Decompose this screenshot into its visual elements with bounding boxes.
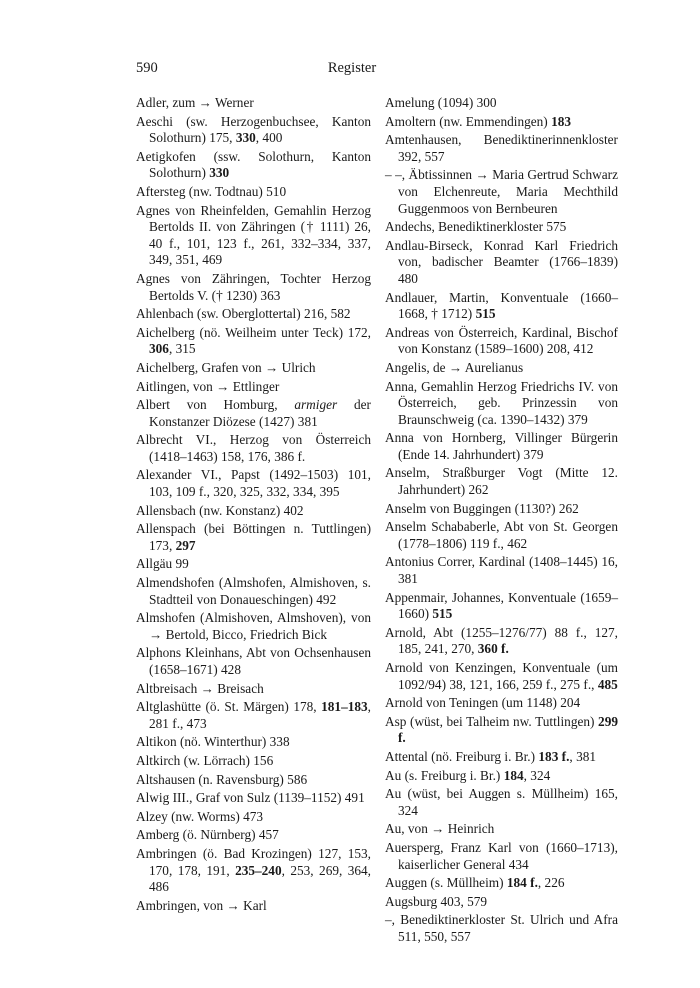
index-entry xyxy=(136,149,371,182)
entry-text: Anselm von Buggingen (1130?) 262 xyxy=(385,500,579,516)
index-entry xyxy=(136,203,371,269)
entry-text: Albert von Homburg, xyxy=(136,397,295,413)
index-entry xyxy=(385,132,618,165)
index-entry xyxy=(136,610,371,643)
entry-text: Auersperg, Franz Karl von (1660–1713), kaiserlicher General 434 xyxy=(385,839,618,872)
entry-text: , 315 xyxy=(168,341,196,357)
index-entry xyxy=(385,465,618,498)
entry-text: Allenspach (bei Böttingen n. Tuttlingen) 173, xyxy=(136,521,371,553)
index-entry xyxy=(385,894,618,911)
entry-text: Allgäu 99 xyxy=(136,556,189,572)
entry-text: 515 xyxy=(475,306,496,322)
entry-text: Aftersteg (nw. Todtnau) 510 xyxy=(136,183,287,199)
entry-text: Augsburg 403, 579 xyxy=(385,893,488,909)
entry-text: 235–240 xyxy=(235,862,282,878)
index-entry xyxy=(136,734,371,751)
index-entry xyxy=(385,875,618,892)
entry-text: 184 xyxy=(503,767,524,783)
index-entry xyxy=(385,912,618,945)
index-entry xyxy=(136,827,371,844)
entry-text: Amoltern (nw. Emmendingen) xyxy=(385,113,552,129)
entry-text: Altkirch (w. Lörrach) 156 xyxy=(136,752,274,768)
entry-text: Alzey (nw. Worms) 473 xyxy=(136,808,264,824)
entry-text: Anselm, Straßburger Vogt (Mitte 12. Jahrhundert) 262 xyxy=(385,465,618,498)
index-entry xyxy=(385,290,618,323)
index-entry xyxy=(136,184,371,201)
page-number: 590 xyxy=(136,60,158,76)
index-entry xyxy=(385,821,618,838)
entry-text: 183 xyxy=(551,113,572,129)
index-entry xyxy=(136,360,371,377)
index-entry xyxy=(136,397,371,430)
entry-text: Aetigkofen (ssw. Solothurn, Kanton Solothurn) xyxy=(136,148,371,181)
entry-text: 184 f. xyxy=(506,875,538,891)
index-entry xyxy=(385,625,618,658)
index-entry xyxy=(136,306,371,323)
entry-text: , 253, 269, 364, 486 xyxy=(149,862,371,895)
index-entry xyxy=(385,840,618,873)
index-entry xyxy=(385,660,618,693)
index-entry xyxy=(136,271,371,304)
index-entry xyxy=(385,590,618,623)
entry-text: Allensbach (nw. Konstanz) 402 xyxy=(136,502,304,518)
index-entry xyxy=(136,790,371,807)
index-entry xyxy=(385,379,618,429)
entry-text: Amtenhausen, Benediktinerinnenkloster 392, 557 xyxy=(385,132,618,164)
entry-text: Ambringen (ö. Bad Krozingen) 127, 153, 170, 178, 191, xyxy=(136,845,371,878)
index-entry xyxy=(136,645,371,678)
index-entry xyxy=(136,379,371,396)
entry-text: der Konstanzer Diözese (1427) 381 xyxy=(149,397,371,429)
entry-text: Albrecht VI., Herzog von Österreich (1418–1463) 158, 176, 386 f. xyxy=(136,432,371,464)
entry-text: Anna, Gemahlin Herzog Friedrichs IV. von Österreich, geb. Prinzessin von Braunschweig (ca. 1390–1432) 379 xyxy=(385,378,618,427)
entry-text: 299 f. xyxy=(398,713,618,746)
entry-text: Adler, zum → Werner xyxy=(136,95,254,110)
index-entry xyxy=(136,699,371,732)
index-entry xyxy=(136,95,371,112)
index-entry xyxy=(136,753,371,770)
index-entry xyxy=(385,95,618,112)
entry-text: Andreas von Österreich, Kardinal, Bischof von Konstanz (1589–1600) 208, 412 xyxy=(385,324,618,357)
index-entry xyxy=(385,219,618,236)
entry-text: 297 xyxy=(175,537,196,553)
entry-text: armiger xyxy=(294,397,338,413)
entry-text: Angelis, de → Aurelianus xyxy=(385,359,524,375)
index-entry xyxy=(385,430,618,463)
index-entry xyxy=(136,521,371,554)
entry-text: Arnold von Kenzingen, Konventuale (um 1092/94) 38, 121, 166, 259 f., 275 f., xyxy=(385,660,618,692)
entry-text: – –, Äbtissinnen → Maria Gertrud Schwarz von Elchenreute, Maria Mechthild Guggenmoos von Bernbeuren xyxy=(385,167,618,216)
entry-text: 181–183 xyxy=(321,699,368,715)
index-column-right xyxy=(385,95,618,946)
index-entry xyxy=(136,503,371,520)
index-entry xyxy=(385,786,618,819)
entry-text: Asp (wüst, bei Talheim nw. Tuttlingen) xyxy=(385,713,599,729)
entry-text: Auggen (s. Müllheim) xyxy=(385,875,507,891)
entry-text: Au (s. Freiburg i. Br.) xyxy=(385,767,504,783)
entry-text: , 381 xyxy=(569,748,597,764)
entry-text: 330 xyxy=(209,165,230,181)
entry-text: Anselm Schababerle, Abt von St. Georgen (1778–1806) 119 f., 462 xyxy=(385,519,618,551)
index-entry xyxy=(385,167,618,217)
entry-text: 306 xyxy=(149,341,169,357)
entry-text: Amberg (ö. Nürnberg) 457 xyxy=(136,827,279,843)
index-column-left xyxy=(136,95,371,914)
entry-text: Attental (nö. Freiburg i. Br.) xyxy=(385,748,539,764)
index-entry xyxy=(385,114,618,131)
index-entry xyxy=(385,768,618,785)
index-entry xyxy=(136,681,371,698)
page-header xyxy=(136,60,568,80)
index-entry xyxy=(385,519,618,552)
index-entry xyxy=(385,238,618,288)
index-entry xyxy=(136,556,371,573)
entry-text: Au, von → Heinrich xyxy=(385,821,495,837)
entry-text: Aeschi (sw. Herzogenbuchsee, Kanton Solothurn) 175, xyxy=(136,113,371,146)
entry-text: , 324 xyxy=(523,767,551,783)
entry-text: 183 f. xyxy=(538,748,570,764)
entry-text: Altglashütte (ö. St. Märgen) 178, xyxy=(136,699,322,715)
entry-text: Appenmair, Johannes, Konventuale (1659–1660) xyxy=(385,589,618,622)
entry-text: , 400 xyxy=(255,130,283,146)
entry-text: Alphons Kleinhans, Abt von Ochsenhausen (1658–1671) 428 xyxy=(136,645,371,677)
entry-text: , 226 xyxy=(537,875,565,891)
entry-text: Altikon (nö. Winterthur) 338 xyxy=(136,734,290,750)
index-entry xyxy=(385,501,618,518)
entry-text: Almshofen (Almishoven, Almshoven), von → Bertold, Bicco, Friedrich Bick xyxy=(136,610,371,642)
entry-text: Arnold von Teningen (um 1148) 204 xyxy=(385,695,581,711)
entry-text: Aichelberg (nö. Weilheim unter Teck) 172, xyxy=(136,324,371,340)
entry-text: Andlauer, Martin, Konventuale (1660–1668, † 1712) xyxy=(385,289,618,322)
index-entry xyxy=(136,467,371,500)
entry-text: Altshausen (n. Ravensburg) 586 xyxy=(136,771,308,787)
entry-text: Altbreisach → Breisach xyxy=(136,680,264,696)
entry-text: 360 f. xyxy=(477,641,509,657)
entry-text: Ambringen, von → Karl xyxy=(136,897,267,913)
entry-text: Almendshofen (Almshofen, Almishoven, s. Stadtteil von Donaueschingen) 492 xyxy=(136,575,371,607)
index-entry xyxy=(136,846,371,896)
index-entry xyxy=(136,772,371,789)
entry-text: –, Benediktinerkloster St. Ulrich und Afra 511, 550, 557 xyxy=(385,912,618,944)
entry-text: Agnes von Zähringen, Tochter Herzog Bertolds V. († 1230) 363 xyxy=(136,270,371,303)
running-title: Register xyxy=(327,60,377,76)
index-entry xyxy=(385,695,618,712)
entry-text: Agnes von Rheinfelden, Gemahlin Herzog Bertolds II. von Zähringen († 1111) 26, 40 f., 101, 123 f., 261, 332–334, 337, 349, 351, 469 xyxy=(136,202,371,268)
entry-text: Amelung (1094) 300 xyxy=(385,95,497,110)
entry-text: Aichelberg, Grafen von → Ulrich xyxy=(136,359,316,375)
entry-text: Ahlenbach (sw. Oberglottertal) 216, 582 xyxy=(136,306,351,322)
entry-text: Antonius Correr, Kardinal (1408–1445) 16, 381 xyxy=(385,554,618,587)
entry-text: Au (wüst, bei Auggen s. Müllheim) 165, 324 xyxy=(385,786,618,818)
entry-text: Alwig III., Graf von Sulz (1139–1152) 491 xyxy=(136,790,365,806)
entry-text: Arnold, Abt (1255–1276/77) 88 f., 127, 185, 241, 270, xyxy=(385,624,618,657)
entry-text: 515 xyxy=(432,606,453,622)
index-entry xyxy=(136,898,371,915)
entry-text: Andechs, Benediktinerkloster 575 xyxy=(385,219,567,235)
entry-text: Anna von Hornberg, Villinger Bürgerin (Ende 14. Jahrhundert) 379 xyxy=(385,430,618,462)
index-entry xyxy=(136,325,371,358)
index-entry xyxy=(385,749,618,766)
index-entry xyxy=(385,360,618,377)
entry-text: 485 xyxy=(597,676,618,692)
entry-text: 330 xyxy=(235,130,256,146)
index-entry xyxy=(385,325,618,358)
entry-text: Aitlingen, von → Ettlinger xyxy=(136,378,280,394)
entry-text: , 281 f., 473 xyxy=(149,699,371,731)
index-entry xyxy=(136,575,371,608)
index-entry xyxy=(136,809,371,826)
index-entry xyxy=(385,554,618,587)
index-entry xyxy=(136,114,371,147)
entry-text: Alexander VI., Papst (1492–1503) 101, 103, 109 f., 320, 325, 332, 334, 395 xyxy=(136,467,371,500)
entry-text: Andlau-Birseck, Konrad Karl Friedrich von, badischer Beamter (1766–1839) 480 xyxy=(385,237,618,286)
index-entry xyxy=(136,432,371,465)
index-entry xyxy=(385,714,618,747)
